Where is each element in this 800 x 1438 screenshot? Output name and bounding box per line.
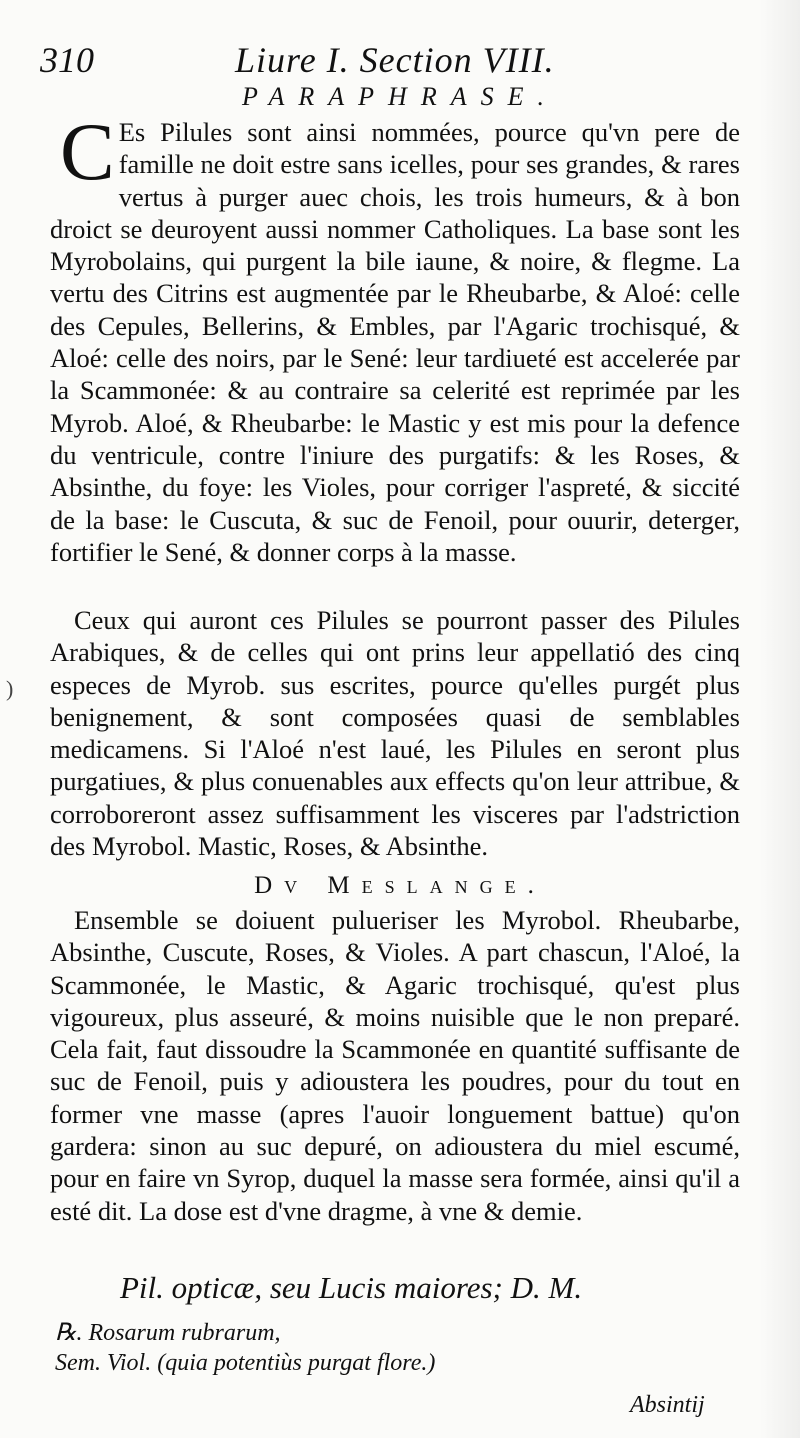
paragraph-1-text: Es Pilules sont ainsi nommées, pource qu'vn pere de famille ne doit estre sans icelles, pour ses grandes, & rares vertus à purger auec chois, les trois humeurs, & à bon droict se deuroyent aussi nommer Catholiques. La base sont les Myrobolains, qui purgent la bile iaune, & noire, & flegme. La vertu des Citrins est augmentée par le Rheubarbe, & Aloé: celle des Cepules, Bellerins, & Embles, par l'Agaric trochisqué, & Aloé: celle des noirs, par le Sené: leur tardiueté est accelerée par la Scammonée: & au contraire sa celerité est reprimée par les Myrob. Aloé, & Rheubarbe: le Mastic y est mis pour la defence du ventricule, contre l'iniure des purgatifs: & les Roses, & Absinthe, du foye: les Violes, pour corriger l'aspreté, & siccité de la base: le Cuscuta, & suc de Fenoil, pour ouurir, deterger, fortifier le Sené, & donner corps à la masse. xyxy=(50,117,740,567)
page-gutter-shadow xyxy=(760,0,800,1438)
paragraph-2: Ceux qui auront ces Pilules se pourront passer des Pilules Arabiques, & de celles qui ont prins leur appellatió des cinq especes de Myrob. sus escrites, pource qu'elles purgét plus benignement, & sont composées quasi de semblables medicamens. Si l'Aloé n'est laué, les Pilules en seront plus purgatiues, & plus conuenables aux effects qu'on leur attribue, & corroboreront assez suffisamment les visceres par l'adstriction des Myrobol. Mastic, Roses, & Absinthe. xyxy=(50,605,740,862)
catchword: Absintij xyxy=(630,1392,705,1418)
paragraph-1 xyxy=(50,106,740,568)
page-header xyxy=(40,40,760,80)
running-title: Liure I. Section VIII. xyxy=(235,40,555,80)
ingredient-line-1: ℞. Rosarum rubrarum, xyxy=(55,1320,281,1346)
page-number: 310 xyxy=(40,40,94,80)
recipe-title: Pil. opticæ, seu Lucis maiores; D. M. xyxy=(120,1270,583,1305)
drop-capital: C xyxy=(60,106,115,197)
paragraph-3: Ensemble se doiuent pulueriser les Myrobol. Rheubarbe, Absinthe, Cuscute, Roses, & Violes. A part chascun, l'Aloé, la Scammonée, le Mastic, & Agaric trochisqué, qu'est plus vigoureux, plus asseuré, & moins nuisible que le non preparé. Cela fait, faut dissoudre la Scammonée en quantité suffisante de suc de Fenoil, puis y adioustera les poudres, pour du tout en former vne masse (apres l'auoir longuement battue) qu'on gardera: sinon au suc depuré, on adioustera du miel escumé, pour en faire vn Syrop, duquel la masse sera formée, ainsi qu'il a esté dit. La dose est d'vne dragme, à vne & demie. xyxy=(50,905,740,1226)
section-heading-meslange: Dv Meslange. xyxy=(254,872,546,899)
ingredient-line-2: Sem. Viol. (quia potentiùs purgat flore.) xyxy=(55,1350,436,1376)
section-heading-paraphrase: PARAPHRASE. xyxy=(242,82,558,111)
margin-mark: ) xyxy=(6,676,14,701)
